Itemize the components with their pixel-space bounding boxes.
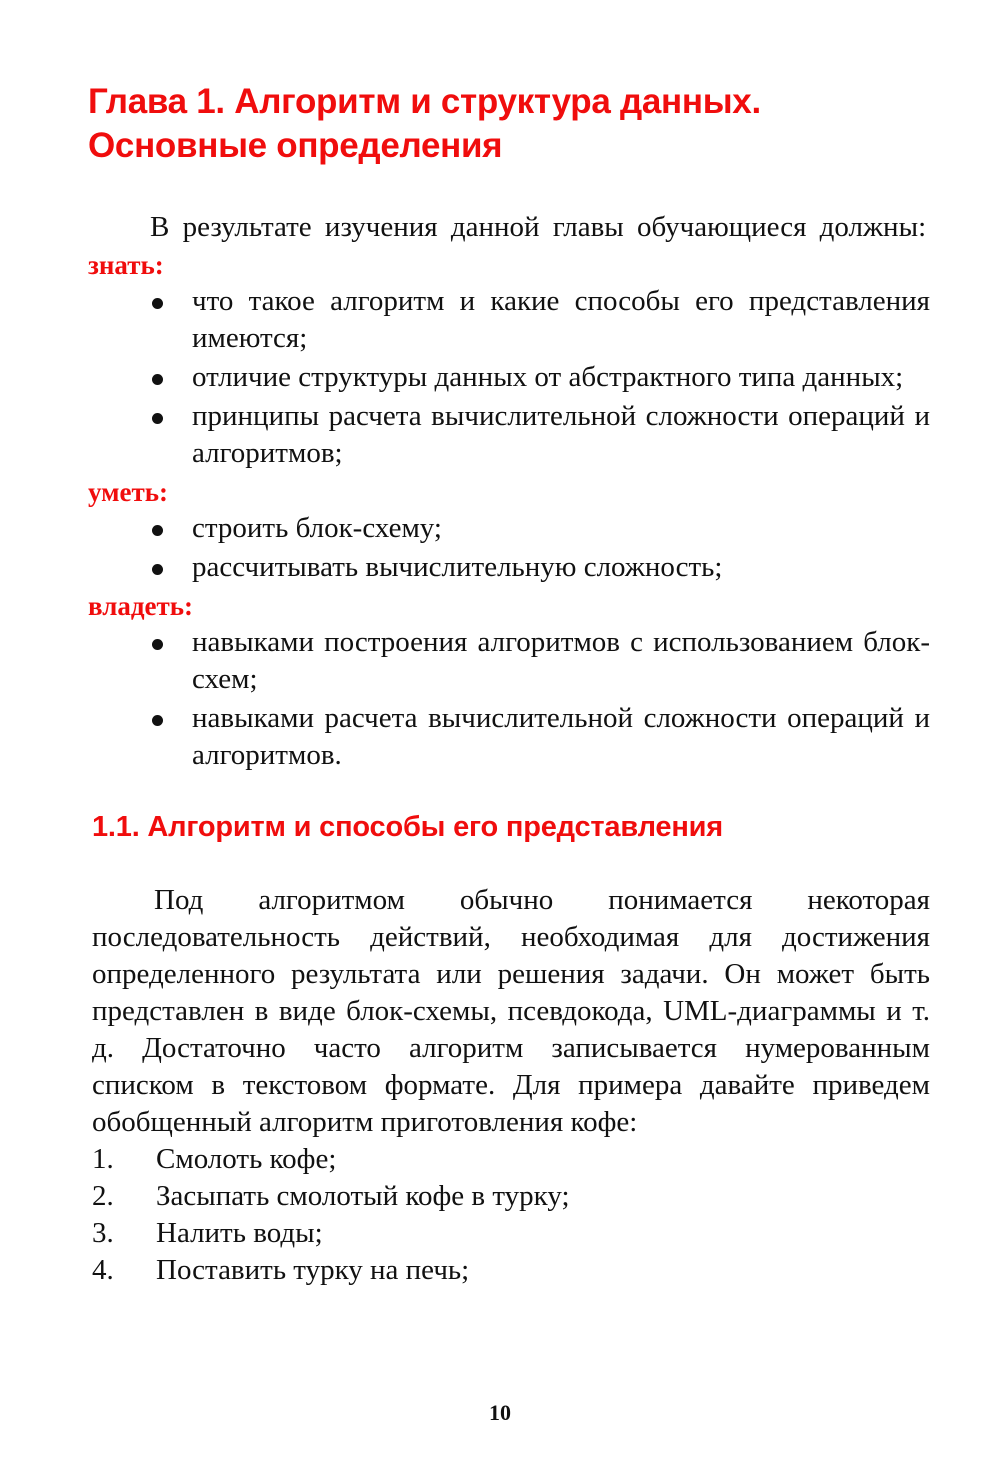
bullet-icon xyxy=(152,413,163,424)
step-item xyxy=(92,1252,930,1289)
list-item xyxy=(88,359,930,396)
steps-list xyxy=(92,1141,930,1289)
able-list xyxy=(88,510,930,586)
step-text: Засыпать смолотый кофе в турку; xyxy=(156,1180,570,1212)
bullet-icon xyxy=(152,525,163,536)
page-number: 10 xyxy=(489,1400,511,1425)
bullet-icon xyxy=(152,374,163,385)
list-item-text: что такое алгоритм и какие способы его представления имеются; xyxy=(192,285,930,354)
list-item-text: принципы расчета вычислительной сложности операций и алгоритмов; xyxy=(192,400,930,469)
intro-paragraph: В результате изучения данной главы обучающиеся должны: xyxy=(150,211,927,243)
learning-outcomes xyxy=(88,247,930,774)
bullet-icon xyxy=(152,639,163,650)
section-paragraph: Под алгоритмом обычно понимается некоторая последовательность действий, необходимая для достижения определенного результата или решения задачи. Он может быть представлен в виде блок-схемы, псевдокода, UML-диаграммы и т. д. Достаточно часто алгоритм записывается нумерованным списком в текстовом формате. Для примера давайте приведем обобщенный алгоритм приготовления кофе: xyxy=(92,884,930,1138)
list-item xyxy=(88,283,930,357)
bullet-icon xyxy=(152,298,163,309)
list-item-text: навыками построения алгоритмов с использованием блок-схем; xyxy=(192,626,930,695)
page-content xyxy=(88,70,930,1289)
bullet-icon xyxy=(152,715,163,726)
group-label-know: знать: xyxy=(88,250,164,280)
step-text: Смолоть кофе; xyxy=(156,1143,337,1175)
list-item-text: строить блок-схему; xyxy=(192,512,442,544)
group-label-master: владеть: xyxy=(88,591,194,621)
list-item-text: отличие структуры данных от абстрактного типа данных; xyxy=(192,361,904,393)
list-item xyxy=(88,549,930,586)
step-item xyxy=(92,1215,930,1252)
know-list xyxy=(88,283,930,472)
list-item-text: рассчитывать вычислительную сложность; xyxy=(192,551,723,583)
list-item xyxy=(88,700,930,774)
step-text: Налить воды; xyxy=(156,1217,323,1249)
group-label-able: уметь: xyxy=(88,477,169,507)
step-number: 2. xyxy=(92,1180,114,1212)
bullet-icon xyxy=(152,564,163,575)
master-list xyxy=(88,624,930,774)
list-item xyxy=(88,624,930,698)
step-text: Поставить турку на печь; xyxy=(156,1254,470,1286)
section-title: 1.1. Алгоритм и способы его представления xyxy=(92,811,724,843)
list-item xyxy=(88,510,930,547)
step-item xyxy=(92,1141,930,1178)
chapter-title: Глава 1. Алгоритм и структура данных. Основные определения xyxy=(88,82,761,165)
step-item xyxy=(92,1178,930,1215)
step-number: 3. xyxy=(92,1217,114,1249)
list-item xyxy=(88,398,930,472)
list-item-text: навыками расчета вычислительной сложности операций и алгоритмов. xyxy=(192,702,930,771)
step-number: 4. xyxy=(92,1254,114,1286)
step-number: 1. xyxy=(92,1143,114,1175)
